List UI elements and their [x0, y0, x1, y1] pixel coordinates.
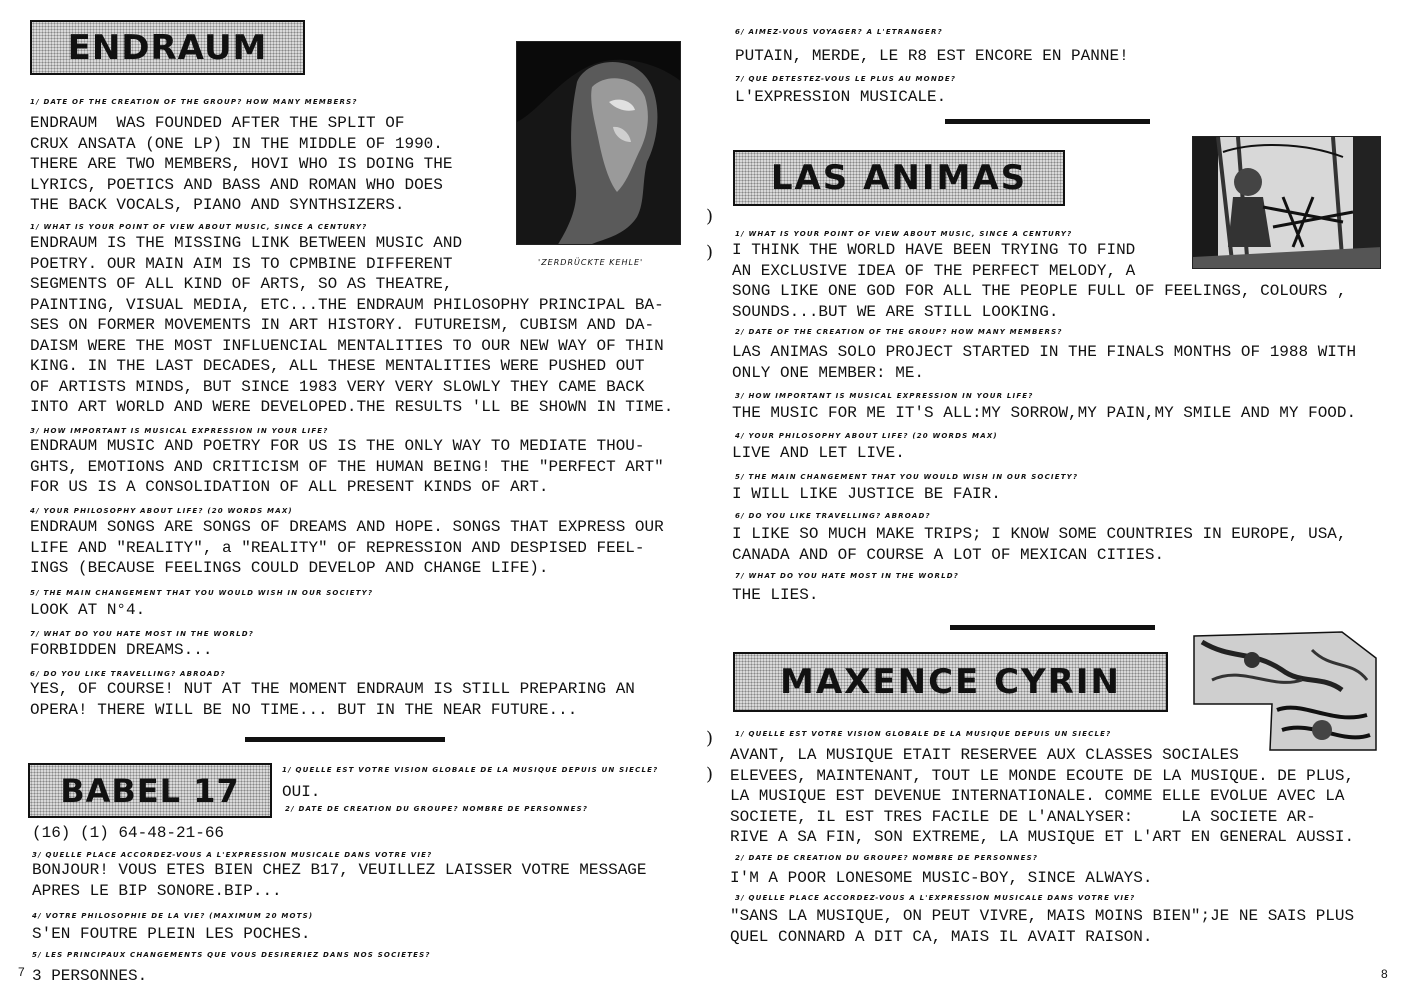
endraum-question-4: 4/ YOUR PHILOSOPHY ABOUT LIFE? (20 WORDS MAX) — [30, 507, 293, 515]
endraum-answer-7: FORBIDDEN DREAMS... — [30, 641, 213, 659]
page-number-left: 7 — [18, 965, 25, 979]
endraum-photo — [516, 41, 681, 245]
gutter-mark: ) — [706, 242, 714, 263]
las-animas-title: LAS ANIMAS — [733, 150, 1065, 206]
collage-image — [1192, 630, 1378, 752]
babel17-answer-1: OUI. — [282, 783, 321, 801]
endraum-question-3: 3/ HOW IMPORTANT IS MUSICAL EXPRESSION IN YOUR LIFE? — [30, 427, 329, 435]
las-animas-answer-2: LAS ANIMAS SOLO PROJECT STARTED IN THE FINALS MONTHS OF 1988 WITH ONLY ONE MEMBER: ME. — [732, 343, 1357, 382]
endraum-answer-5: LOOK AT N°4. — [30, 601, 146, 619]
maxence-cyrin-question-1: 1/ QUELLE EST VOTRE VISION GLOBALE DE LA MUSIQUE DEPUIS UN SIECLE? — [735, 730, 1112, 738]
gutter-mark: ) — [706, 764, 714, 785]
las-animas-answer-5: I WILL LIKE JUSTICE BE FAIR. — [732, 485, 1001, 503]
las-animas-answer-6: I LIKE SO MUCH MAKE TRIPS; I KNOW SOME COUNTRIES IN EUROPE, USA, CANADA AND OF COURSE A LOT OF MEXICAN CITIES. — [732, 525, 1347, 564]
top-question-7: 7/ QUE DETESTEZ-VOUS LE PLUS AU MONDE? — [735, 75, 957, 83]
top-answer-6: PUTAIN, MERDE, LE R8 EST ENCORE EN PANNE! — [735, 47, 1129, 65]
endraum-question-5: 5/ THE MAIN CHANGEMENT THAT YOU WOULD WISH IN OUR SOCIETY? — [30, 589, 374, 597]
las-animas-answer-3: THE MUSIC FOR ME IT'S ALL:MY SORROW,MY PAIN,MY SMILE AND MY FOOD. — [732, 404, 1357, 422]
endraum-question-1: 1/ DATE OF THE CREATION OF THE GROUP? HOW MANY MEMBERS? — [30, 98, 358, 106]
endraum-photo-caption: 'ZERDRÜCKTE KEHLE' — [538, 258, 644, 267]
page-number-right: 8 — [1381, 967, 1388, 981]
babel17-answer-5: 3 PERSONNES. — [32, 967, 148, 985]
endraum-answer-4: ENDRAUM SONGS ARE SONGS OF DREAMS AND HOPE. SONGS THAT EXPRESS OUR LIFE AND "REALITY", a "REALITY" OF REPRESSION AND DESPISED FEEL- INGS (BECAUSE FEELINGS COULD DEVELOP AND CHANGE LIFE). — [30, 518, 664, 577]
babel17-answer-2: (16) (1) 64-48-21-66 — [32, 824, 225, 842]
maxence-cyrin-question-3: 3/ QUELLE PLACE ACCORDEZ-VOUS A L'EXPRESSION MUSICALE DANS VOTRE VIE? — [735, 894, 1136, 902]
las-animas-question-5: 5/ THE MAIN CHANGEMENT THAT YOU WOULD WISH IN OUR SOCIETY? — [735, 473, 1079, 481]
las-animas-question-4: 4/ YOUR PHILOSOPHY ABOUT LIFE? (20 WORDS MAX) — [735, 432, 998, 440]
maxence-cyrin-answer-2: I'M A POOR LONESOME MUSIC-BOY, SINCE ALWAYS. — [730, 869, 1153, 887]
las-animas-question-1: 1/ WHAT IS YOUR POINT OF VIEW ABOUT MUSIC, SINCE A CENTURY? — [735, 230, 1073, 238]
section-divider — [950, 625, 1155, 630]
babel17-question-1: 1/ QUELLE EST VOTRE VISION GLOBALE DE LA MUSIQUE DEPUIS UN SIECLE? — [282, 766, 659, 774]
endraum-question-2: 1/ WHAT IS YOUR POINT OF VIEW ABOUT MUSIC, SINCE A CENTURY? — [30, 223, 368, 231]
section-divider — [245, 737, 445, 742]
endraum-answer-6: YES, OF COURSE! NUT AT THE MOMENT ENDRAUM IS STILL PREPARING AN OPERA! THERE WILL BE NO TIME... BUT IN THE NEAR FUTURE... — [30, 680, 635, 719]
gutter-mark: ) — [706, 206, 714, 227]
portrait-image — [517, 42, 681, 245]
endraum-answer-1: ENDRAUM WAS FOUNDED AFTER THE SPLIT OF CRUX ANSATA (ONE LP) IN THE MIDDLE OF 1990. THERE ARE TWO MEMBERS, HOVI WHO IS DOING THE LYRICS, POETICS AND BASS AND ROMAN WHO DOES THE BACK VOCALS, PIANO AND SYNTHSIZERS. — [30, 114, 453, 214]
las-animas-question-6: 6/ DO YOU LIKE TRAVELLING? ABROAD? — [735, 512, 931, 520]
las-animas-answer-1: I THINK THE WORLD HAVE BEEN TRYING TO FIND AN EXCLUSIVE IDEA OF THE PERFECT MELODY, A SONG LIKE ONE GOD FOR ALL THE PEOPLE FULL OF FEELINGS, COLOURS , SOUNDS...BUT WE ARE STILL LOOKING. — [732, 241, 1347, 321]
top-answer-7: L'EXPRESSION MUSICALE. — [735, 88, 947, 106]
babel17-answer-4: S'EN FOUTRE PLEIN LES POCHES. — [32, 925, 311, 943]
top-question-6: 6/ AIMEZ-VOUS VOYAGER? A L'ETRANGER? — [735, 28, 943, 36]
babel17-title: BABEL 17 — [28, 763, 272, 818]
maxence-cyrin-illustration — [1192, 630, 1378, 752]
las-animas-question-7: 7/ WHAT DO YOU HATE MOST IN THE WORLD? — [735, 572, 960, 580]
endraum-question-7: 7/ WHAT DO YOU HATE MOST IN THE WORLD? — [30, 630, 255, 638]
maxence-cyrin-answer-3: "SANS LA MUSIQUE, ON PEUT VIVRE, MAIS MOINS BIEN";JE NE SAIS PLUS QUEL CONNARD A DIT CA, MAIS IL AVAIT RAISON. — [730, 907, 1355, 946]
endraum-question-6: 6/ DO YOU LIKE TRAVELLING? ABROAD? — [30, 670, 226, 678]
maxence-cyrin-question-2: 2/ DATE DE CREATION DU GROUPE? NOMBRE DE PERSONNES? — [735, 854, 1039, 862]
babel17-question-5: 5/ LES PRINCIPAUX CHANGEMENTS QUE VOUS DESIRERIEZ DANS NOS SOCIETES? — [32, 951, 431, 959]
babel17-question-3: 3/ QUELLE PLACE ACCORDEZ-VOUS A L'EXPRESSION MUSICALE DANS VOTRE VIE? — [32, 851, 433, 859]
las-animas-answer-4: LIVE AND LET LIVE. — [732, 444, 905, 462]
babel17-answer-3: BONJOUR! VOUS ETES BIEN CHEZ B17, VEUILLEZ LAISSER VOTRE MESSAGE APRES LE BIP SONORE.BIP... — [32, 861, 647, 900]
maxence-cyrin-answer-1: AVANT, LA MUSIQUE ETAIT RESERVEE AUX CLASSES SOCIALES ELEVEES, MAINTENANT, TOUT LE MONDE ECOUTE DE LA MUSIQUE. DE PLUS, LA MUSIQUE EST DEVENUE INTERNATIONALE. COMME ELLE EVOLUE AVEC LA SOCIETE, IL EST TRES FACILE DE L'ANALYSER: LA SOCIETE AR- RIVE A SA FIN, SON EXTREME, LA MUSIQUE ET L'ART EN GENERAL AUSSI. — [730, 746, 1355, 846]
section-divider — [945, 119, 1150, 124]
babel17-question-4: 4/ VOTRE PHILOSOPHIE DE LA VIE? (MAXIMUM 20 MOTS) — [32, 912, 314, 920]
las-animas-question-2: 2/ DATE OF THE CREATION OF THE GROUP? HOW MANY MEMBERS? — [735, 328, 1063, 336]
endraum-answer-3: ENDRAUM MUSIC AND POETRY FOR US IS THE ONLY WAY TO MEDIATE THOU- GHTS, EMOTIONS AND CRITICISM OF THE HUMAN BEING! THE "PERFECT ART" FOR US IS A CONSOLIDATION OF ALL PRESENT KINDS OF ART. — [30, 437, 664, 496]
endraum-title: ENDRAUM — [30, 20, 305, 75]
gutter-mark: ) — [706, 728, 714, 749]
las-animas-answer-7: THE LIES. — [732, 586, 819, 604]
las-animas-question-3: 3/ HOW IMPORTANT IS MUSICAL EXPRESSION IN YOUR LIFE? — [735, 392, 1034, 400]
endraum-answer-2: ENDRAUM IS THE MISSING LINK BETWEEN MUSIC AND POETRY. OUR MAIN AIM IS TO CPMBINE DIFFERENT SEGMENTS OF ALL KIND OF ARTS, SO AS THEATRE, PAINTING, VISUAL MEDIA, ETC...THE ENDRAUM PHILOSOPHY PRINCIPAL BA- SES ON FORMER MOVEMENTS IN ART HISTORY. FUTUREISM, CUBISM AND DA- DAISM WERE THE MOST INFLUENCIAL MENTALITIES TO OUR NEW WAY OF THIN KING. IN THE LAST DECADES, ALL THESE MENTALITIES WERE PUSHED OUT OF ARTISTS MINDS, BUT SINCE 1983 VERY VERY SLOWLY THEY CAME BACK INTO ART WORLD AND WERE DEVELOPED.THE RESULTS 'LL BE SHOWN IN TIME. — [30, 234, 674, 416]
maxence-cyrin-title: MAXENCE CYRIN — [733, 652, 1168, 712]
babel17-question-2: 2/ DATE DE CREATION DU GROUPE? NOMBRE DE PERSONNES? — [285, 805, 589, 813]
